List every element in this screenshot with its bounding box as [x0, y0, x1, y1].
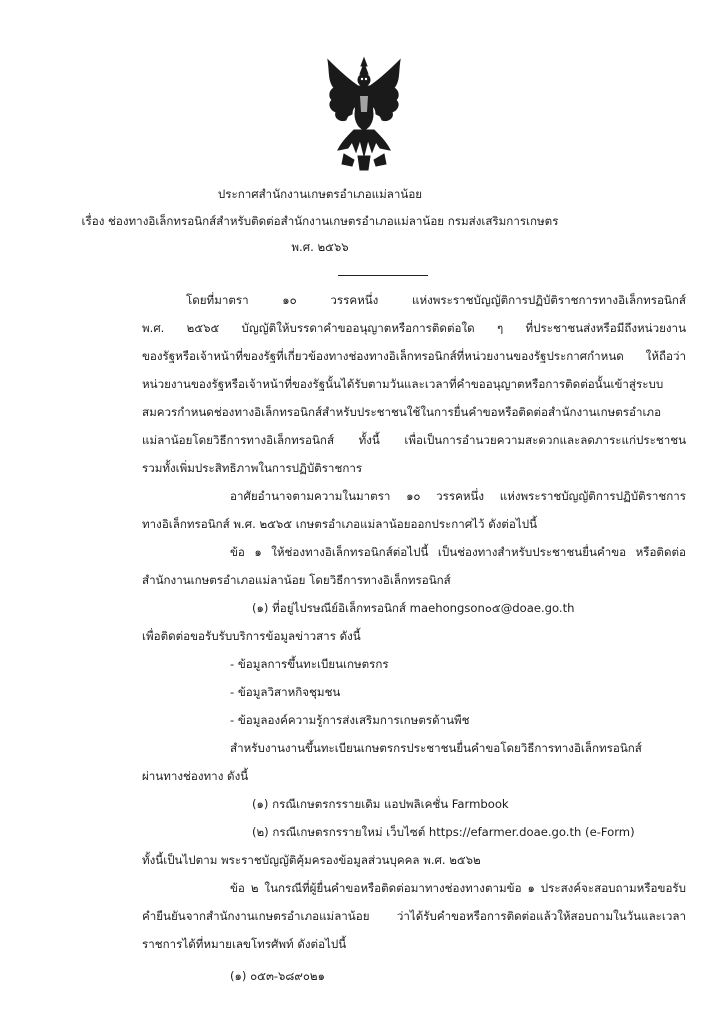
- text-line: ของรัฐหรือเจ้าหน้าที่ของรัฐที่เกี่ยวข้องทางช่องทางอิเล็กทรอนิกส์ที่หน่วยงานของรัฐประกาศกำหนด ให้ถือว่า: [142, 349, 686, 363]
- announcement-subject: เรื่อง ช่องทางอิเล็กทรอนิกส์สำหรับติดต่อสำนักงานเกษตรอำเภอแม่ลาน้อย กรมส่งเสริมการเกษตร: [81, 214, 559, 228]
- text-line: โดยที่มาตรา ๑๐ วรรคหนึ่ง แห่งพระราชบัญญัติการปฏิบัติราชการทางอิเล็กทรอนิกส์: [186, 293, 686, 307]
- text-line: หน่วยงานของรัฐหรือเจ้าหน้าที่ของรัฐนั้นได้รับตามวันและเวลาที่คำขออนุญาตหรือการติดต่อนั้นเข้าสู่ระบบ: [142, 377, 664, 391]
- register-channel: (๑) กรณีเกษตรกรรายเดิม แอปพลิเคชั่น Farmbook: [252, 797, 509, 811]
- text-line: คำยืนยันจากสำนักงานเกษตรอำเภอแม่ลาน้อย ว่าได้รับคำขอหรือการติดต่อแล้วให้สอบถามในวันและเวลา: [142, 909, 686, 923]
- announcement-title: ประกาศสำนักงานเกษตรอำเภอแม่ลาน้อย: [217, 187, 423, 201]
- phone-number: (๑) ๐๕๓-๖๘๙๐๒๑: [230, 969, 325, 983]
- privacy-note: ทั้งนี้เป็นไปตาม พระราชบัญญัติคุ้มครองข้อมูลส่วนบุคคล พ.ศ. ๒๕๖๒: [142, 853, 481, 867]
- info-item: - ข้อมูลการขึ้นทะเบียนเกษตรกร: [230, 657, 389, 671]
- text-line: แม่ลาน้อยโดยวิธีการทางอิเล็กทรอนิกส์ ทั้งนี้ เพื่อเป็นการอำนวยความสะดวกและลดภาระแก่ประชาชน: [142, 433, 686, 447]
- text-line: พ.ศ. ๒๕๖๕ บัญญัติให้บรรดาคำขออนุญาตหรือการติดต่อใด ๆ ที่ประชาชนส่งหรือมีถึงหน่วยงาน: [142, 321, 686, 335]
- text-line: อาศัยอำนาจตามความในมาตรา ๑๐ วรรคหนึ่ง แห่งพระราชบัญญัติการปฏิบัติราชการ: [230, 489, 686, 503]
- info-item: - ข้อมูลวิสาหกิจชุมชน: [230, 685, 341, 699]
- text-line: สำหรับงานงานขึ้นทะเบียนเกษตรกรประชาชนยื่นคำขอโดยวิธีการทางอิเล็กทรอนิกส์: [230, 741, 642, 755]
- info-intro: เพื่อติดต่อขอรับรับบริการข้อมูลข่าวสาร ดังนี้: [142, 629, 361, 643]
- announcement-year: พ.ศ. ๒๕๖๖: [291, 240, 349, 254]
- text-line: สำนักงานเกษตรอำเภอแม่ลาน้อย โดยวิธีการทางอิเล็กทรอนิกส์: [142, 573, 451, 587]
- text-line: ข้อ ๑ ให้ช่องทางอิเล็กทรอนิกส์ต่อไปนี้ เป็นช่องทางสำหรับประชาชนยื่นคำขอ หรือติดต่อ: [230, 545, 686, 559]
- text-line: ทางอิเล็กทรอนิกส์ พ.ศ. ๒๕๖๕ เกษตรอำเภอแม่ลาน้อยออกประกาศไว้ ดังต่อไปนี้: [142, 517, 538, 531]
- header-divider: [338, 275, 428, 276]
- text-line: ข้อ ๒ ในกรณีที่ผู้ยื่นคำขอหรือติดต่อมาทางช่องทางตามข้อ ๑ ประสงค์จะสอบถามหรือขอรับ: [230, 881, 686, 895]
- email-channel: (๑) ที่อยู่ไปรษณีย์อิเล็กทรอนิกส์ maehongson๐๕@doae.go.th: [252, 601, 575, 615]
- text-line: ผ่านทางช่องทาง ดังนี้: [142, 769, 249, 783]
- text-line: ราชการได้ที่หมายเลขโทรศัพท์ ดังต่อไปนี้: [142, 937, 347, 951]
- garuda-emblem-icon: [324, 56, 404, 174]
- register-channel: (๒) กรณีเกษตรกรรายใหม่ เว็บไซต์ https://efarmer.doae.go.th (e-Form): [252, 825, 635, 839]
- text-line: รวมทั้งเพิ่มประสิทธิภาพในการปฏิบัติราชการ: [142, 461, 363, 475]
- text-line: สมควรกำหนดช่องทางอิเล็กทรอนิกส์สำหรับประชาชนใช้ในการยื่นคำขอหรือติดต่อสำนักงานเกษตรอำเภอ: [142, 405, 662, 419]
- info-item: - ข้อมูลองค์ความรู้การส่งเสริมการเกษตรด้านพืช: [230, 713, 470, 727]
